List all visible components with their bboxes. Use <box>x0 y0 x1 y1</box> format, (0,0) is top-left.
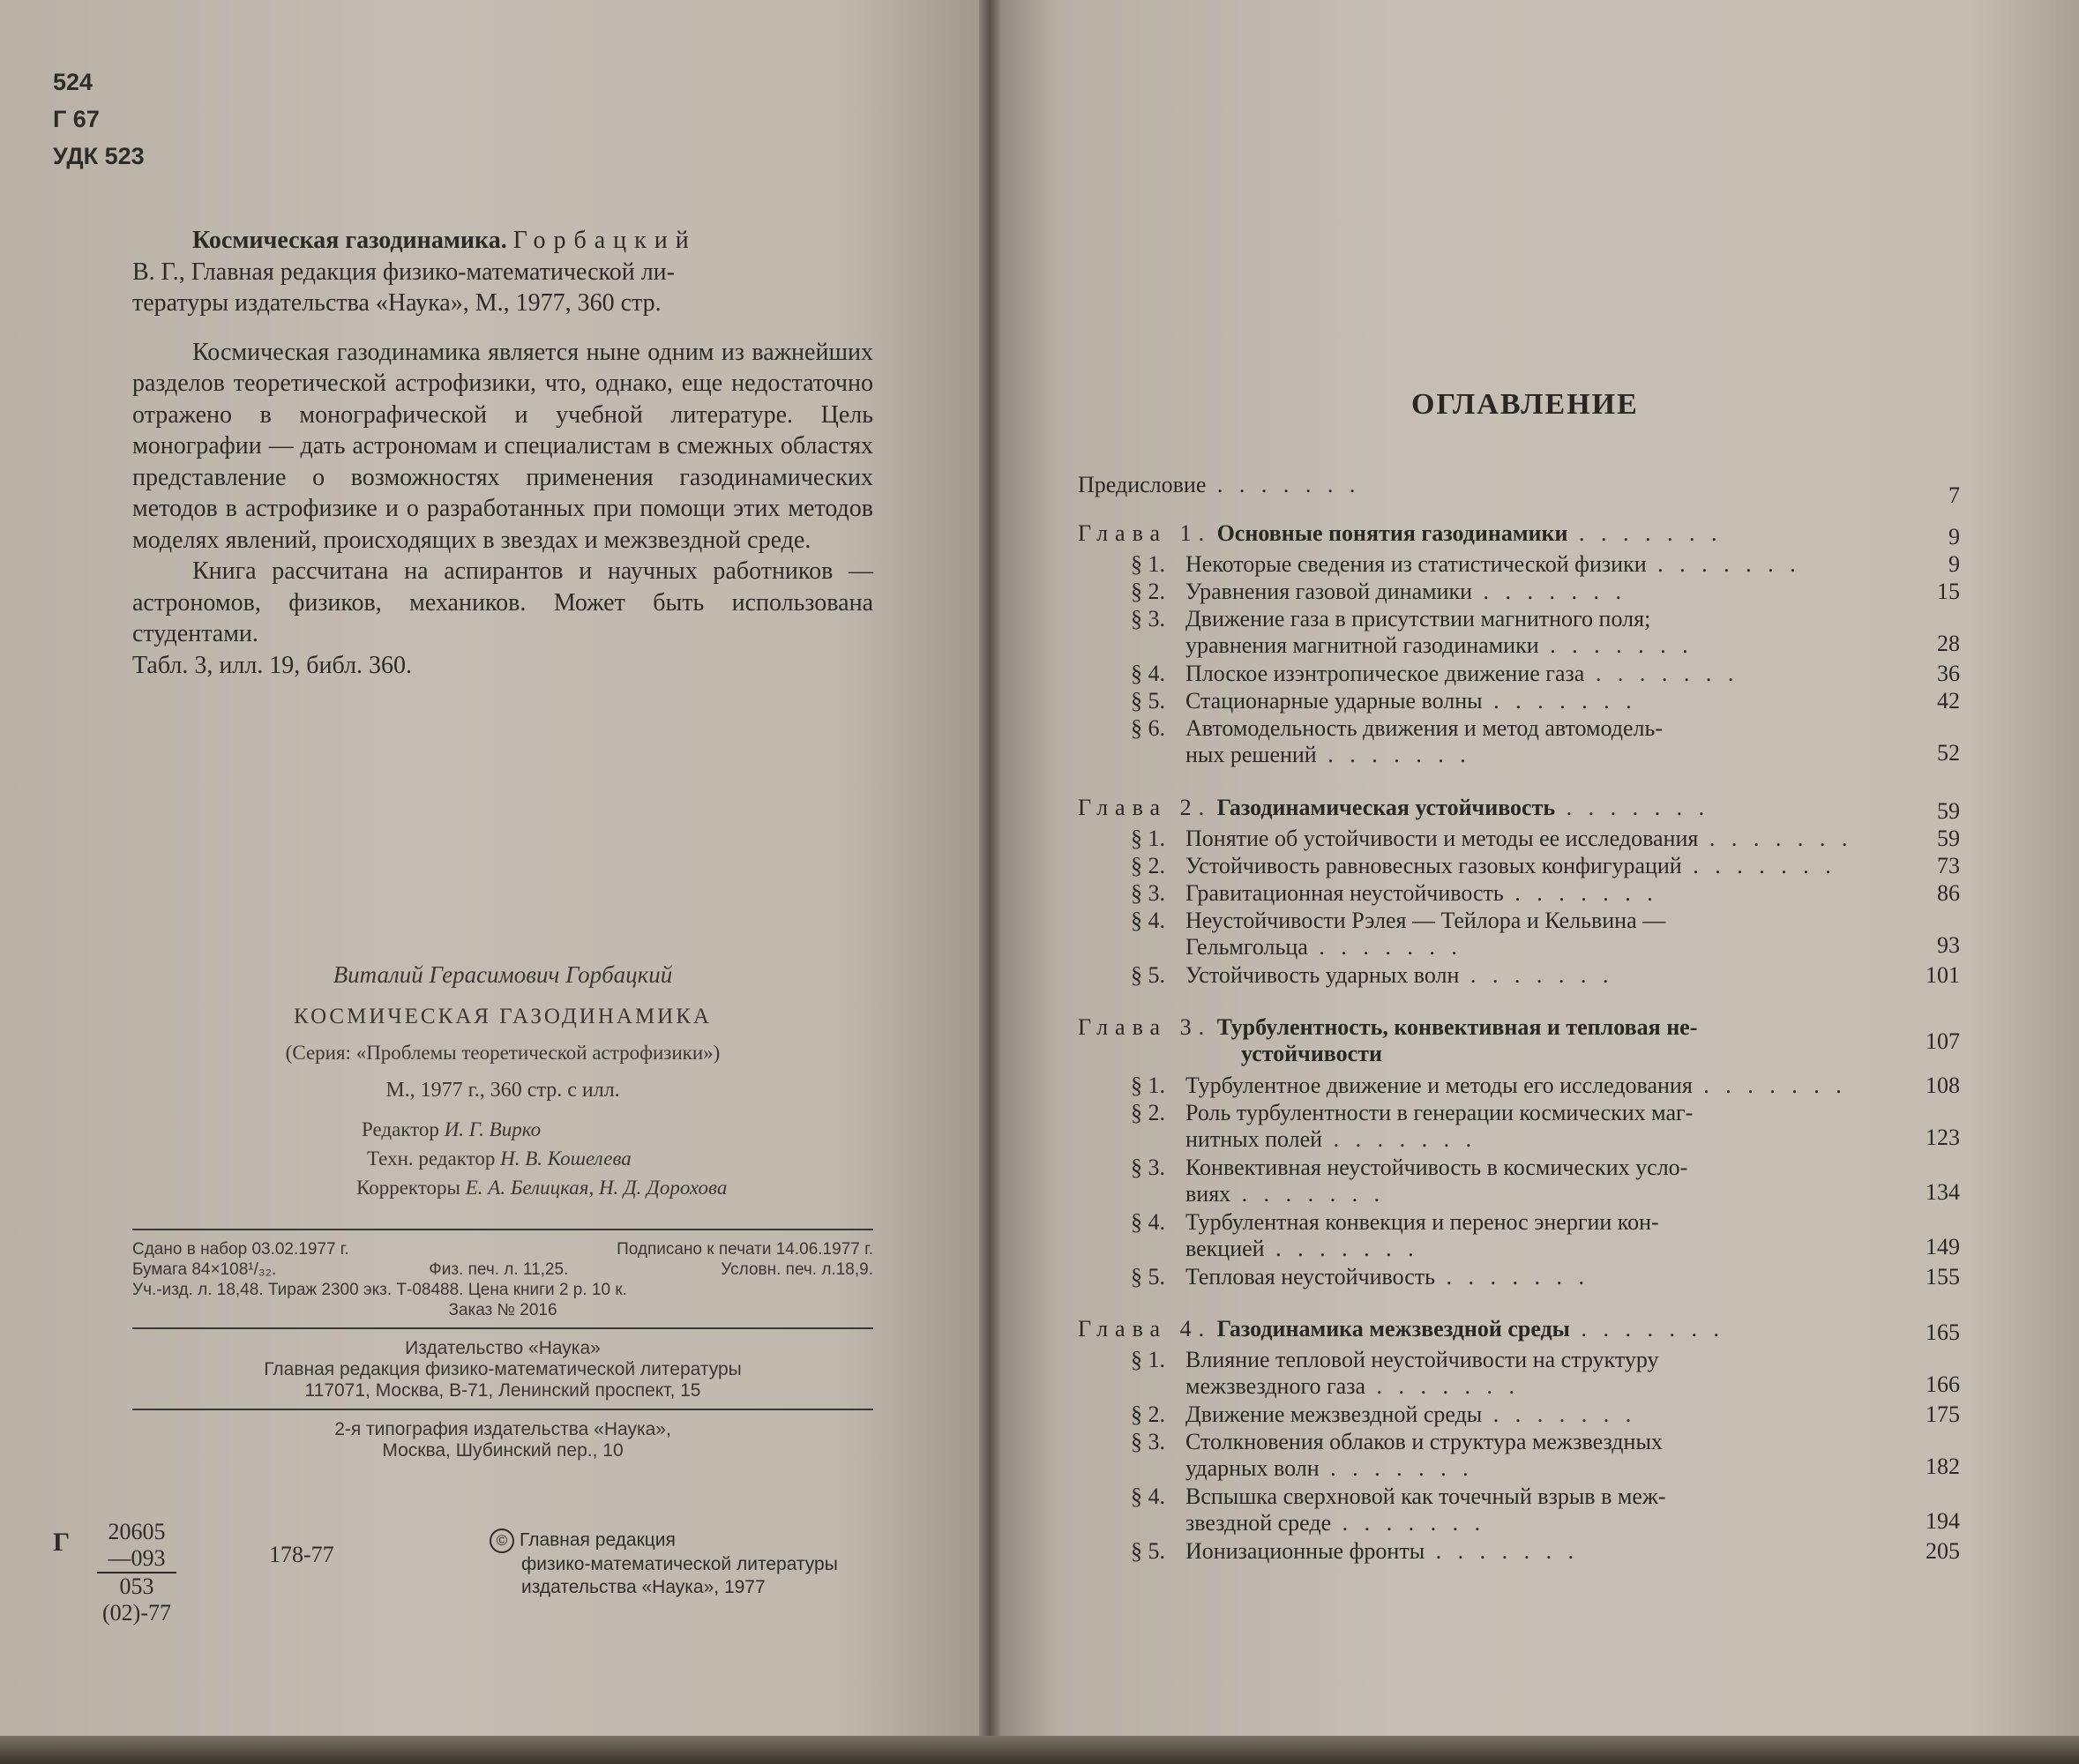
toc-section-title <box>1131 661 1863 687</box>
credits <box>132 1115 873 1202</box>
section-number: § 3. <box>1131 1155 1165 1180</box>
leader-dots: . . . . . . . <box>1482 688 1637 714</box>
leader-dots: . . . . . . . <box>1472 579 1627 604</box>
toc-page-number: 86 <box>1937 880 1960 906</box>
section-text: Плоское изэнтропическое движение газа <box>1185 661 1585 686</box>
toc-chapter-title <box>1078 1316 1863 1342</box>
toc-section-title <box>1131 606 1863 659</box>
classification-codes <box>53 64 145 175</box>
section-number: § 4. <box>1131 1484 1165 1509</box>
toc-section-title <box>1131 1264 1863 1290</box>
toc-page-number: 59 <box>1937 798 1960 824</box>
toc-section-title <box>1131 551 1863 578</box>
leader-dots: . . . . . . . <box>1206 472 1361 497</box>
leader-dots: . . . . . . . <box>1569 1316 1724 1342</box>
abstract-paragraph: Книга рассчитана на аспирантов и научных работников — астрономов, физиков, механиков. Может быть использована студентами. <box>132 557 873 647</box>
toc-page-number: 36 <box>1937 661 1960 686</box>
toc-page-number: 205 <box>1926 1538 1960 1564</box>
book-gutter <box>979 0 1000 1764</box>
toc-chapter-title <box>1078 1014 1863 1067</box>
toc-section-title <box>1131 962 1863 989</box>
section-text-cont: виях . . . . . . . <box>1185 1181 1386 1207</box>
section-text: Роль турбулентности в генерации космических маг- <box>1185 1100 1694 1125</box>
section-number: § 4. <box>1131 1209 1165 1235</box>
toc-section-title <box>1131 826 1863 852</box>
section-text-cont: ных решений . . . . . . . <box>1185 742 1471 767</box>
toc-page-number: 134 <box>1926 1178 1960 1205</box>
leader-dots: . . . . . . . <box>1538 632 1694 658</box>
author-full-name: Виталий Герасимович Горбацкий <box>333 961 673 988</box>
section-number: § 5. <box>1131 962 1165 988</box>
leader-dots: . . . . . . . <box>1503 880 1658 906</box>
abstract-paragraph: Космическая газодинамика является ныне одним из важнейших разделов теоретической астрофизики, что, однако, еще недостаточно отражено в монографической и учебной литературе. Цель монографии — дать астрономам и специалистам в смежных областях представление о возможностях применения газодинамических методов в астрофизике и о разработанных при помощи этих методов моделях явлений, происходящих в звездах и межзвездной среде. <box>132 338 873 554</box>
section-text: Гравитационная неустойчивость <box>1185 880 1504 906</box>
section-number: § 2. <box>1131 579 1165 604</box>
leader-dots: . . . . . . . <box>1319 1455 1474 1481</box>
leader-dots: . . . . . . . <box>1482 1401 1637 1427</box>
chapter-label: Глава 4. <box>1078 1316 1212 1342</box>
toc-section-title <box>1131 1209 1863 1262</box>
citation <box>132 225 873 257</box>
section-text: Турбулентная конвекция и перенос энергии кон- <box>1185 1209 1659 1235</box>
print-details <box>132 1229 873 1461</box>
leader-dots: . . . . . . . <box>1425 1538 1580 1564</box>
toc-heading: ОГЛАВЛЕНИЕ <box>1411 388 1639 421</box>
toc-section-title <box>1131 1100 1863 1153</box>
abstract-block <box>132 225 873 681</box>
catalog-numerator: 20605—093 <box>97 1519 176 1573</box>
leader-dots: . . . . . . . <box>1316 742 1471 767</box>
toc-section-title <box>1131 715 1863 768</box>
section-number: § 1. <box>1131 551 1165 577</box>
toc-section-title <box>1131 908 1863 960</box>
leader-dots: . . . . . . . <box>1555 795 1710 820</box>
toc-page-number: 59 <box>1937 826 1960 851</box>
toc-chapter-title <box>1078 520 1863 547</box>
section-text: Стационарные ударные волны <box>1185 688 1483 714</box>
section-text: Некоторые сведения из статистической физики <box>1185 551 1647 577</box>
citation-line: тературы издательства «Наука», М., 1977, 360 стр. <box>132 289 662 317</box>
section-text-cont: Гельмгольца . . . . . . . <box>1185 934 1462 960</box>
toc-page-number: 175 <box>1926 1401 1960 1427</box>
toc-page-number: 42 <box>1937 688 1960 714</box>
toc-section-title <box>1131 853 1863 879</box>
toc-page-number: 28 <box>1937 630 1960 656</box>
section-text: Вспышка сверхновой как точечный взрыв в меж- <box>1185 1484 1666 1509</box>
print-row: Сдано в набор 03.02.1977 г. Подписано к печати 14.06.1977 г. <box>132 1240 873 1259</box>
chapter-label: Глава 2. <box>1078 795 1212 820</box>
toc-preface-label: Предисловие . . . . . . . <box>1078 472 1361 497</box>
section-number: § 2. <box>1131 853 1165 878</box>
toc-chapter-title <box>1078 795 1863 821</box>
toc-page-number: 182 <box>1926 1453 1960 1479</box>
editor-line: Редактор И. Г. Вирко <box>362 1118 542 1140</box>
toc-page-number: 15 <box>1937 579 1960 604</box>
chapter-name: Турбулентность, конвективная и тепловая не- <box>1216 1014 1698 1040</box>
divider <box>132 1327 873 1329</box>
section-number: § 5. <box>1131 1264 1165 1289</box>
section-text: Турбулентное движение и методы его исследования <box>1185 1073 1693 1098</box>
print-row: Бумага 84×108¹/₃₂. Физ. печ. л. 11,25. Условн. печ. л.18,9. <box>132 1260 873 1279</box>
section-text-cont: межзвездного газа . . . . . . . <box>1185 1373 1521 1399</box>
section-text-cont: нитных полей . . . . . . . <box>1185 1126 1477 1152</box>
toc-section-title <box>1131 1347 1863 1400</box>
abstract-stats: Табл. 3, илл. 19, библ. 360. <box>132 651 413 679</box>
order-number: Заказ № 2016 <box>448 1301 557 1319</box>
section-number: § 6. <box>1131 715 1165 741</box>
toc-page-number: 165 <box>1926 1319 1960 1345</box>
catalog-letter: Г <box>53 1528 71 1557</box>
chapter-label: Глава 3. <box>1078 1014 1212 1040</box>
series-name: (Серия: «Проблемы теоретической астрофизики») <box>285 1042 721 1064</box>
leader-dots: . . . . . . . <box>1264 1236 1419 1261</box>
leader-dots: . . . . . . . <box>1681 853 1836 878</box>
section-text-cont: ударных волн . . . . . . . <box>1185 1455 1474 1481</box>
section-number: § 2. <box>1131 1401 1165 1427</box>
chapter-name: Основные понятия газодинамики <box>1216 520 1568 546</box>
section-text-cont: звездной среде . . . . . . . <box>1185 1510 1486 1536</box>
toc-section-title <box>1131 579 1863 605</box>
toc-section-title <box>1131 1073 1863 1099</box>
leader-dots: . . . . . . . <box>1646 551 1801 577</box>
section-text: Движение газа в присутствии магнитного поля; <box>1185 606 1651 632</box>
author-surname: Горбацкий <box>512 227 697 254</box>
chapter-name-cont: устойчивости <box>1241 1041 1382 1066</box>
section-number: § 1. <box>1131 1073 1165 1098</box>
section-number: § 5. <box>1131 688 1165 714</box>
leader-dots: . . . . . . . <box>1365 1373 1521 1399</box>
toc-page-number: 123 <box>1926 1124 1960 1150</box>
toc-section-title <box>1131 880 1863 907</box>
toc-page-number: 166 <box>1926 1371 1960 1397</box>
imprint-block <box>132 961 873 1202</box>
chapter-name: Газодинамическая устойчивость <box>1216 795 1556 820</box>
code-line: 524 <box>53 69 93 95</box>
catalog-fraction <box>97 1519 176 1626</box>
catalog-denominator: 053 (02)-77 <box>102 1573 171 1626</box>
section-text: Конвективная неустойчивость в космических усло- <box>1185 1155 1688 1180</box>
section-number: § 4. <box>1131 908 1165 933</box>
leader-dots: . . . . . . . <box>1331 1510 1486 1536</box>
leader-dots: . . . . . . . <box>1322 1126 1477 1152</box>
section-number: § 2. <box>1131 1100 1165 1125</box>
toc-section-title <box>1131 688 1863 714</box>
tech-editor-line: Техн. редактор Н. В. Кошелева <box>367 1147 632 1170</box>
section-text-cont: уравнения магнитной газодинамики . . . . . . . <box>1185 632 1694 658</box>
section-text: Понятие об устойчивости и методы ее исследования <box>1185 826 1699 851</box>
toc-page-number: 194 <box>1926 1507 1960 1534</box>
toc-page-number: 149 <box>1926 1233 1960 1259</box>
code-line: УДК 523 <box>53 143 145 169</box>
book-title-bold: Космическая газодинамика. <box>192 227 507 254</box>
catalog-year-code: 178-77 <box>269 1542 334 1567</box>
toc-section-title <box>1131 1429 1863 1482</box>
publisher-info: Издательство «Наука» Главная редакция физико-математической литературы 117071, Москва, В-71, Ленинский проспект, 15 <box>264 1338 742 1401</box>
section-text: Влияние тепловой неустойчивости на структуру <box>1185 1347 1659 1372</box>
toc-page-number: 7 <box>1948 482 1960 508</box>
toc-section-title <box>1131 1401 1863 1428</box>
toc-page-number: 73 <box>1937 853 1960 878</box>
section-text: Столкновения облаков и структура межзвездных <box>1185 1429 1663 1454</box>
toc-page-number: 107 <box>1926 1028 1960 1054</box>
leader-dots: . . . . . . . <box>1692 1073 1847 1098</box>
section-text: Устойчивость равновесных газовых конфигураций <box>1185 853 1682 878</box>
copyright-notice: © Главная редакция физико-математической литературы издательства «Наука», 1977 <box>490 1529 838 1599</box>
section-number: § 3. <box>1131 880 1165 906</box>
section-text: Движение межзвездной среды <box>1185 1401 1483 1427</box>
printer-info: 2-я типография издательства «Наука», Москва, Шубинский пер., 10 <box>334 1419 671 1461</box>
section-number: § 3. <box>1131 1429 1165 1454</box>
book-title: КОСМИЧЕСКАЯ ГАЗОДИНАМИКА <box>294 1005 712 1028</box>
leader-dots: . . . . . . . <box>1230 1181 1386 1207</box>
code-line: Г 67 <box>53 106 100 132</box>
section-text: Уравнения газовой динамики <box>1185 579 1473 604</box>
proofreaders-line: Корректоры Е. А. Белицкая, Н. Д. Дорохова <box>356 1177 728 1199</box>
divider <box>132 1409 873 1410</box>
section-text: Ионизационные фронты <box>1185 1538 1425 1564</box>
citation-line: В. Г., Главная редакция физико-математической ли- <box>132 258 675 286</box>
section-text: Неустойчивости Рэлея — Тейлора и Кельвина — <box>1185 908 1666 933</box>
toc-page-number: 155 <box>1926 1264 1960 1289</box>
toc-section-title <box>1131 1155 1863 1207</box>
toc-page-number: 52 <box>1937 739 1960 766</box>
leader-dots: . . . . . . . <box>1459 962 1614 988</box>
chapter-name: Газодинамика межзвездной среды <box>1216 1316 1570 1342</box>
section-text: Устойчивость ударных волн <box>1185 962 1460 988</box>
leader-dots: . . . . . . . <box>1567 520 1723 546</box>
toc-section-title <box>1131 1538 1863 1565</box>
section-text-cont: векцией . . . . . . . <box>1185 1236 1419 1261</box>
toc-section-title <box>1131 1484 1863 1536</box>
section-number: § 1. <box>1131 826 1165 851</box>
section-number: § 3. <box>1131 606 1165 632</box>
toc-page-number: 9 <box>1948 524 1960 549</box>
toc-page-number: 101 <box>1926 962 1960 988</box>
leader-dots: . . . . . . . <box>1584 661 1739 686</box>
copyright-icon: © <box>490 1529 514 1553</box>
book-bottom-edge <box>0 1736 2079 1764</box>
toc-page-number: 9 <box>1948 551 1960 577</box>
leader-dots: . . . . . . . <box>1698 826 1853 851</box>
toc-page-number: 108 <box>1926 1073 1960 1098</box>
leader-dots: . . . . . . . <box>1307 934 1462 960</box>
toc-page-number: 93 <box>1937 931 1960 958</box>
section-text: Тепловая неустойчивость <box>1185 1264 1436 1289</box>
chapter-label: Глава 1. <box>1078 520 1212 546</box>
section-number: § 4. <box>1131 661 1165 686</box>
section-number: § 1. <box>1131 1347 1165 1372</box>
section-number: § 5. <box>1131 1538 1165 1564</box>
publication-meta: М., 1977 г., 360 стр. с илл. <box>385 1079 620 1102</box>
leader-dots: . . . . . . . <box>1435 1264 1590 1289</box>
section-text: Автомодельность движения и метод автомодель- <box>1185 715 1663 741</box>
print-row: Уч.-изд. л. 18,48. Тираж 2300 экз. Т-08488. Цена книги 2 р. 10 к. <box>132 1281 627 1299</box>
